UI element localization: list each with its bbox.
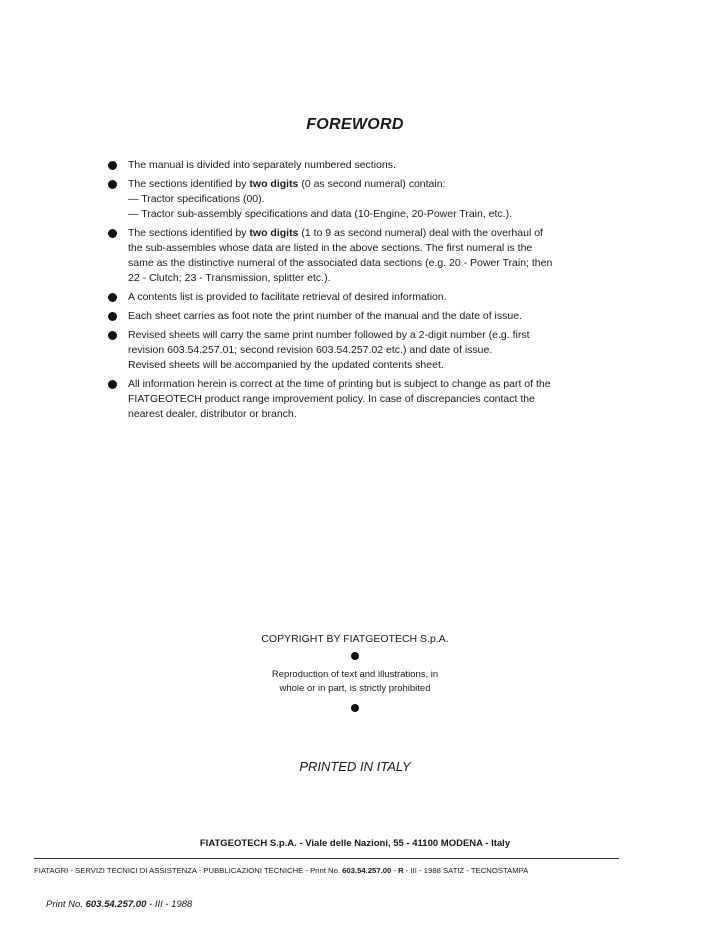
printed-in-label: PRINTED IN ITALY [299, 759, 411, 774]
print-date: - III - 1988 [146, 899, 193, 910]
list-item [108, 226, 556, 286]
sub-item: Revised sheets will be accompanied by the updated contents sheet. [128, 359, 444, 371]
item-text: Each sheet carries as foot note the print number of the manual and the date of issue. [128, 310, 522, 322]
list-item [108, 177, 556, 222]
sub-item: — Tractor specifications (00). [128, 193, 265, 205]
print-number-line [46, 899, 192, 910]
copyright-notice: COPYRIGHT BY FIATGEOTECH S.p.A. [261, 633, 449, 645]
bullet-icon [108, 161, 117, 170]
footer-revision: R [398, 866, 404, 875]
bullet-icon [351, 652, 359, 660]
bullet-icon [108, 180, 117, 189]
foreword-list [108, 158, 556, 426]
reproduction-line: whole or in part, is strictly prohibited [279, 683, 431, 694]
item-text-post: (0 as second numeral) contain: [298, 178, 446, 190]
reproduction-line: Reproduction of text and illustrations, in [271, 669, 439, 680]
item-text-pre: The sections identified by [128, 178, 250, 190]
bullet-icon [108, 293, 117, 302]
list-item [108, 328, 556, 373]
footer-divider [34, 858, 619, 859]
item-text: A contents list is provided to facilitate retrieval of desired information. [128, 291, 447, 303]
print-number: 603.54.257.00 [85, 899, 147, 910]
list-item [108, 290, 556, 305]
footer-print-number: 603.54.257.00 [342, 866, 392, 875]
bullet-icon [108, 312, 117, 321]
print-label: Print No. [46, 899, 86, 910]
item-text-bold: two digits [249, 227, 299, 239]
item-text-pre: The sections identified by [128, 227, 250, 239]
list-item [108, 158, 556, 173]
sub-item: — Tractor sub-assembly specifications and data (10-Engine, 20-Power Train, etc.). [128, 208, 513, 220]
page-title: FOREWORD [306, 116, 404, 133]
item-text: All information herein is correct at the time of printing but is subject to change as part of the FIATGEOTECH product range improvement policy. In case of discrepancies contact the nearest dealer, distributor or branch. [128, 378, 551, 420]
list-item [108, 309, 556, 324]
item-text-post: (1 to 9 as second numeral) deal with the overhaul of the sub-assembles whose data are listed in the above sections. The first numeral is the same as the distinctive numeral of the associated data sections (e.g. 20 - Power Train; then 22 - Clutch; 23 - Transmission, splitter etc.). [128, 227, 553, 284]
bullet-icon [108, 380, 117, 389]
bullet-icon [108, 331, 117, 340]
footer-suffix: - III - 1988 SATIZ - TECNOSTAMPA [403, 866, 529, 875]
footer-separator: - [391, 866, 399, 875]
bullet-icon [351, 704, 359, 712]
item-text: Revised sheets will carry the same print number followed by a 2-digit number (e.g. first revision 603.54.257.01; second revision 603.54.257.02 etc.) and date of issue. [128, 329, 530, 356]
list-item [108, 377, 556, 422]
footer-prefix: FIATAGRI - SERVIZI TECNICI DI ASSISTENZA - PUBBLICAZIONI TECNICHE - Print No. [34, 866, 343, 875]
bullet-icon [108, 229, 117, 238]
reproduction-notice [0, 668, 710, 696]
footer-line [34, 866, 674, 875]
item-text-bold: two digits [249, 178, 299, 190]
company-address: FIATGEOTECH S.p.A. - Viale delle Nazioni, 55 - 41100 MODENA - Italy [199, 838, 511, 849]
item-text: The manual is divided into separately numbered sections. [128, 159, 396, 171]
